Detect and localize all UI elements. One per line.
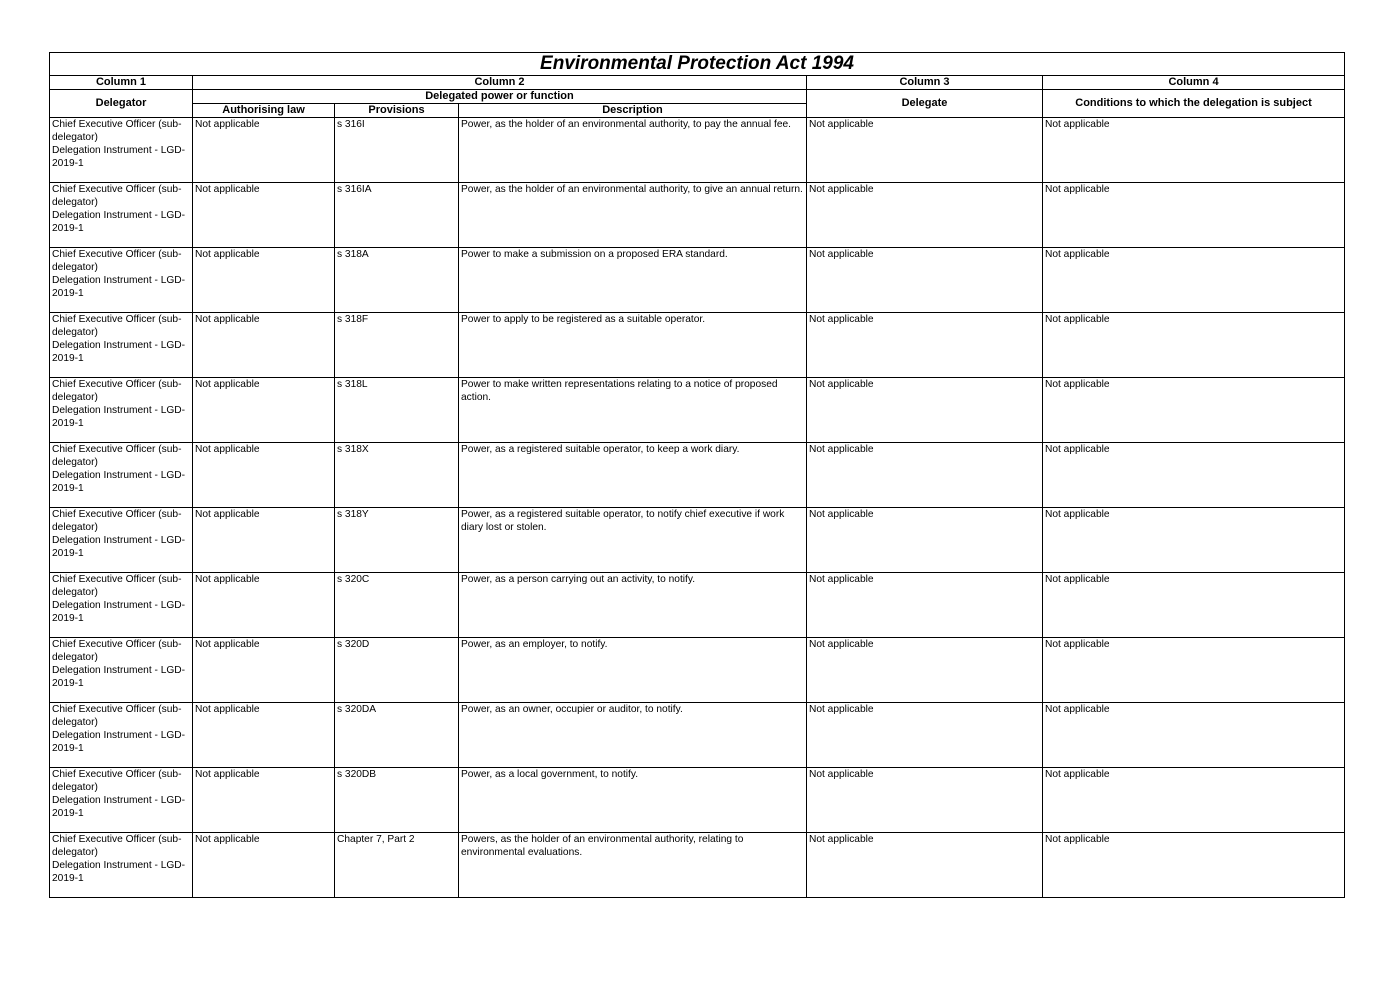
delegator-cell: Chief Executive Officer (sub-delegator) Delegation Instrument - LGD-2019-1: [50, 248, 193, 313]
provision-cell: s 320DB: [335, 768, 459, 833]
delegator-cell: Chief Executive Officer (sub-delegator) Delegation Instrument - LGD-2019-1: [50, 638, 193, 703]
delegate-cell: Not applicable: [807, 638, 1043, 703]
table-row: [50, 638, 1345, 703]
delegator-cell: Chief Executive Officer (sub-delegator) Delegation Instrument - LGD-2019-1: [50, 508, 193, 573]
authorising-law-cell: Not applicable: [193, 703, 335, 768]
delegator-cell: Chief Executive Officer (sub-delegator) Delegation Instrument - LGD-2019-1: [50, 768, 193, 833]
delegate-cell: Not applicable: [807, 508, 1043, 573]
provision-cell: s 318Y: [335, 508, 459, 573]
conditions-cell: Not applicable: [1043, 248, 1345, 313]
delegate-cell: Not applicable: [807, 378, 1043, 443]
description-cell: Power, as an owner, occupier or auditor, to notify.: [459, 703, 807, 768]
delegator-cell: Chief Executive Officer (sub-delegator) Delegation Instrument - LGD-2019-1: [50, 573, 193, 638]
delegate-cell: Not applicable: [807, 118, 1043, 183]
delegator-cell: Chief Executive Officer (sub-delegator) Delegation Instrument - LGD-2019-1: [50, 118, 193, 183]
provision-cell: s 318X: [335, 443, 459, 508]
delegate-cell: Not applicable: [807, 183, 1043, 248]
description-cell: Power, as an employer, to notify.: [459, 638, 807, 703]
authorising-law-cell: Not applicable: [193, 378, 335, 443]
authorising-law-cell: Not applicable: [193, 833, 335, 898]
provision-cell: s 320C: [335, 573, 459, 638]
description-cell: Power, as a local government, to notify.: [459, 768, 807, 833]
provision-cell: s 320DA: [335, 703, 459, 768]
table-row: [50, 378, 1345, 443]
authorising-law-cell: Not applicable: [193, 248, 335, 313]
authorising-law-cell: Not applicable: [193, 768, 335, 833]
table-row: [50, 573, 1345, 638]
table-row: [50, 183, 1345, 248]
provision-cell: s 318A: [335, 248, 459, 313]
table-row: [50, 118, 1345, 183]
description-cell: Power, as a person carrying out an activity, to notify.: [459, 573, 807, 638]
description-cell: Power to make written representations relating to a notice of proposed action.: [459, 378, 807, 443]
table-row: [50, 443, 1345, 508]
conditions-header: Conditions to which the delegation is subject: [1043, 90, 1345, 118]
delegation-table: [49, 52, 1345, 898]
delegate-cell: Not applicable: [807, 703, 1043, 768]
conditions-cell: Not applicable: [1043, 508, 1345, 573]
description-cell: Power, as a registered suitable operator, to keep a work diary.: [459, 443, 807, 508]
conditions-cell: Not applicable: [1043, 573, 1345, 638]
delegate-cell: Not applicable: [807, 248, 1043, 313]
provision-cell: s 320D: [335, 638, 459, 703]
provision-cell: s 316IA: [335, 183, 459, 248]
authorising-law-cell: Not applicable: [193, 313, 335, 378]
provision-cell: s 318L: [335, 378, 459, 443]
authorising-law-cell: Not applicable: [193, 573, 335, 638]
delegator-cell: Chief Executive Officer (sub-delegator) Delegation Instrument - LGD-2019-1: [50, 183, 193, 248]
delegator-cell: Chief Executive Officer (sub-delegator) Delegation Instrument - LGD-2019-1: [50, 313, 193, 378]
table-row: [50, 248, 1345, 313]
conditions-cell: Not applicable: [1043, 183, 1345, 248]
authorising-law-cell: Not applicable: [193, 118, 335, 183]
table-row: [50, 703, 1345, 768]
description-cell: Powers, as the holder of an environmental authority, relating to environmental evaluations.: [459, 833, 807, 898]
delegated-power-header: Delegated power or function: [193, 90, 807, 104]
delegator-header: Delegator: [50, 90, 193, 118]
column-4-header: Column 4: [1043, 76, 1345, 90]
conditions-cell: Not applicable: [1043, 378, 1345, 443]
delegator-cell: Chief Executive Officer (sub-delegator) Delegation Instrument - LGD-2019-1: [50, 703, 193, 768]
column-1-header: Column 1: [50, 76, 193, 90]
page-title: Environmental Protection Act 1994: [50, 53, 1345, 76]
conditions-cell: Not applicable: [1043, 638, 1345, 703]
authorising-law-cell: Not applicable: [193, 443, 335, 508]
delegate-cell: Not applicable: [807, 313, 1043, 378]
description-cell: Power to apply to be registered as a suitable operator.: [459, 313, 807, 378]
conditions-cell: Not applicable: [1043, 443, 1345, 508]
column-2-header: Column 2: [193, 76, 807, 90]
column-3-header: Column 3: [807, 76, 1043, 90]
conditions-cell: Not applicable: [1043, 768, 1345, 833]
delegate-cell: Not applicable: [807, 573, 1043, 638]
delegate-header: Delegate: [807, 90, 1043, 118]
provision-cell: Chapter 7, Part 2: [335, 833, 459, 898]
delegator-cell: Chief Executive Officer (sub-delegator) Delegation Instrument - LGD-2019-1: [50, 378, 193, 443]
description-cell: Power, as the holder of an environmental authority, to give an annual return.: [459, 183, 807, 248]
description-cell: Power, as a registered suitable operator, to notify chief executive if work diary lost or stolen.: [459, 508, 807, 573]
conditions-cell: Not applicable: [1043, 833, 1345, 898]
table-row: [50, 833, 1345, 898]
conditions-cell: Not applicable: [1043, 118, 1345, 183]
authorising-law-cell: Not applicable: [193, 508, 335, 573]
provision-cell: s 318F: [335, 313, 459, 378]
authorising-law-cell: Not applicable: [193, 183, 335, 248]
description-header: Description: [459, 104, 807, 118]
table-row: [50, 313, 1345, 378]
conditions-cell: Not applicable: [1043, 703, 1345, 768]
table-row: [50, 768, 1345, 833]
conditions-cell: Not applicable: [1043, 313, 1345, 378]
description-cell: Power to make a submission on a proposed ERA standard.: [459, 248, 807, 313]
authorising-law-header: Authorising law: [193, 104, 335, 118]
delegation-register: [49, 52, 1344, 898]
provision-cell: s 316I: [335, 118, 459, 183]
provisions-header: Provisions: [335, 104, 459, 118]
authorising-law-cell: Not applicable: [193, 638, 335, 703]
delegator-cell: Chief Executive Officer (sub-delegator) Delegation Instrument - LGD-2019-1: [50, 833, 193, 898]
table-row: [50, 508, 1345, 573]
delegate-cell: Not applicable: [807, 833, 1043, 898]
description-cell: Power, as the holder of an environmental authority, to pay the annual fee.: [459, 118, 807, 183]
delegate-cell: Not applicable: [807, 443, 1043, 508]
delegator-cell: Chief Executive Officer (sub-delegator) Delegation Instrument - LGD-2019-1: [50, 443, 193, 508]
delegate-cell: Not applicable: [807, 768, 1043, 833]
